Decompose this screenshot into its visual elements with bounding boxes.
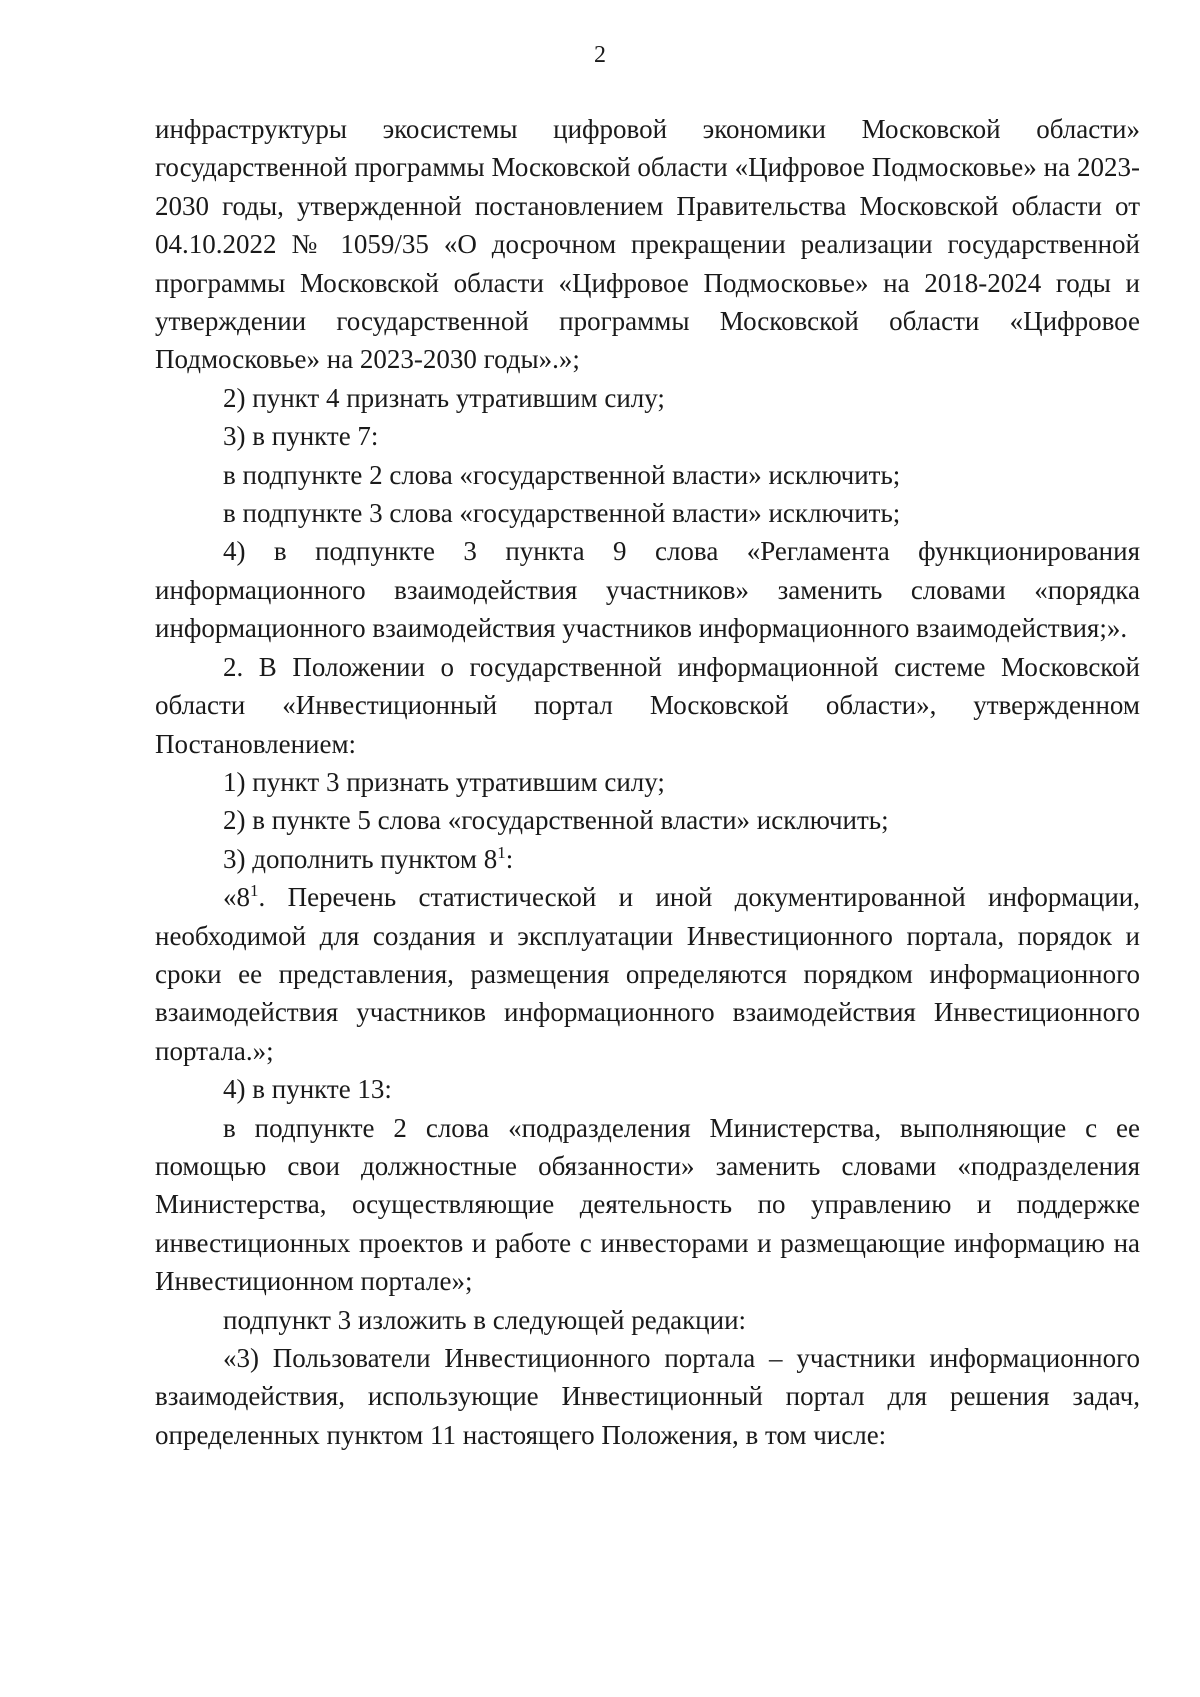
paragraph-item-3-point-7: 3) в пункте 7:	[223, 421, 379, 452]
paragraph-point-8-1-text	[155, 878, 1140, 1070]
paragraph-subpoint-2: в подпункте 2 слова «государственной власти» исключить;	[223, 459, 901, 490]
paragraph-item-2-point-5: 2) в пункте 5 слова «государственной власти» исключить;	[223, 805, 889, 836]
document-body	[155, 110, 1140, 1454]
paragraph-subpoint-3-new-edition: подпункт 3 изложить в следующей редакции:	[223, 1304, 747, 1335]
paragraph-item-4-point-13: 4) в пункте 13:	[223, 1074, 392, 1105]
paragraph-item-2-point-4: 2) пункт 4 признать утратившим силу;	[223, 382, 665, 413]
page-number: 2	[594, 42, 606, 68]
paragraph-text-after: :	[505, 843, 514, 874]
superscript: 1	[250, 881, 259, 901]
paragraph-section-2: 2. В Положении о государственной информационной системе Московской области «Инвестиционный портал Московской области», утвержденном Постановлением:	[155, 651, 1140, 759]
paragraph-continuation: инфраструктуры экосистемы цифровой экономики Московской области» государственной программы Московской области «Цифровое Подмосковье» на 2023-2030 годы, утвержденной постановлением Правительства Московской области от 04.10.2022 № 1059/35 «О досрочном прекращении реализации государственной программы Московской области «Цифровое Подмосковье» на 2018-2024 годы и утверждении государственной программы Московской области «Цифровое Подмосковье» на 2023-2030 годы».»;	[155, 114, 1140, 375]
paragraph-text: «8	[223, 882, 250, 913]
paragraph-item-4-point-9: 4) в подпункте 3 пункта 9 слова «Регламента функционирования информационного взаимодействия участников» заменить словами «порядка информационного взаимодействия участников информационного взаимодействия;».	[155, 536, 1140, 644]
paragraph-subpoint-3: в подпункте 3 слова «государственной власти» исключить;	[223, 498, 901, 529]
paragraph-item-1-point-3: 1) пункт 3 признать утратившим силу;	[223, 766, 665, 797]
paragraph-text: 3) дополнить пунктом 8	[223, 843, 498, 874]
paragraph-subpoint-2-replace: в подпункте 2 слова «подразделения Министерства, выполняющие с ее помощью свои должностные обязанности» заменить словами «подразделения Министерства, осуществляющие деятельность по управлению и поддержке инвестиционных проектов и работе с инвесторами и размещающие информацию на Инвестиционном портале»;	[155, 1112, 1140, 1297]
superscript: 1	[497, 842, 506, 862]
paragraph-text-after: . Перечень статистической и иной документированной информации, необходимой для создания и эксплуатации Инвестиционного портала, порядок и сроки ее представления, размещения определяются порядком информационного взаимодействия участников информационного взаимодействия Инвестиционного портала.»;	[155, 882, 1140, 1066]
paragraph-subpoint-3-text: «3) Пользователи Инвестиционного портала – участники информационного взаимодействия, использующие Инвестиционный портал для решения задач, определенных пунктом 11 настоящего Положения, в том числе:	[155, 1343, 1140, 1450]
paragraph-item-3-add-point	[155, 840, 1140, 878]
